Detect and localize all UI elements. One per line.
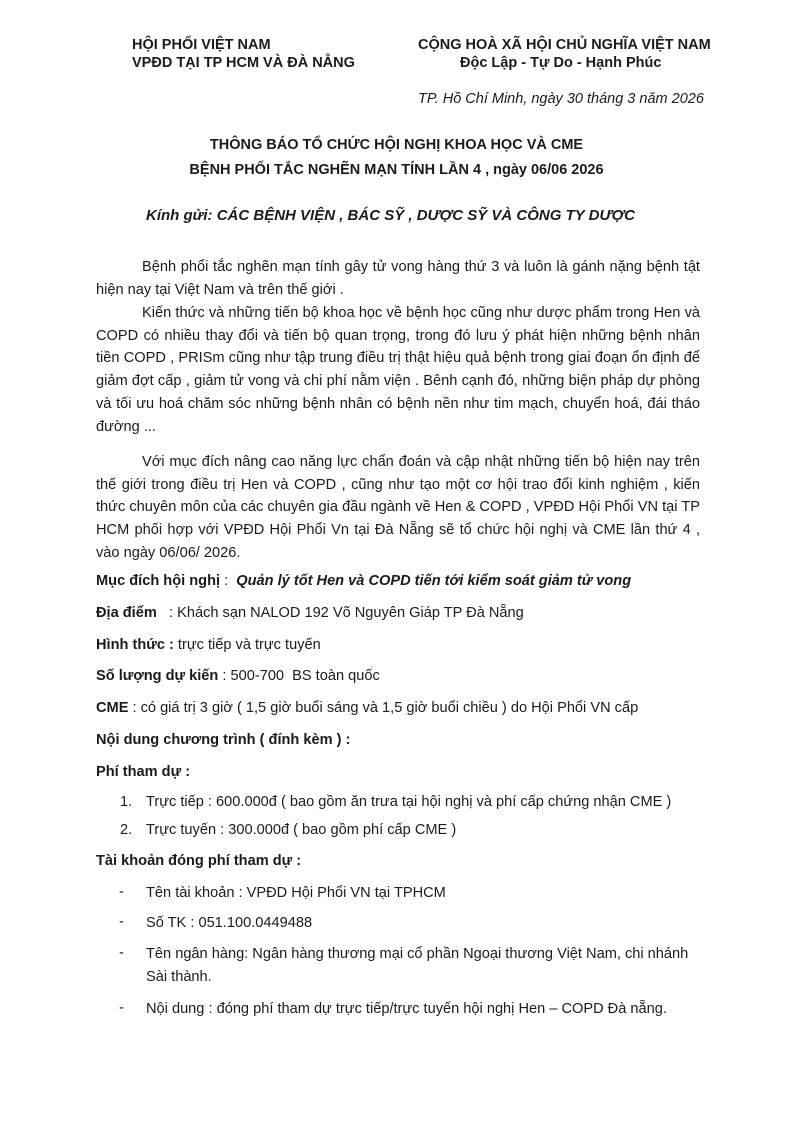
attendance-label: Số lượng dự kiến (96, 668, 219, 684)
cme-value: : có giá trị 3 giờ ( 1,5 giờ buổi sáng và 1,5 giờ buổi chiều ) do Hội Phổi VN cấp (128, 700, 639, 716)
bullet: - (119, 884, 124, 900)
purpose-value: Quản lý tốt Hen và COPD tiến tới kiểm soát giảm tử vong (236, 573, 632, 589)
fee-number: 1. (120, 794, 133, 810)
format-row (96, 637, 321, 653)
account-name: Tên tài khoản : VPĐD Hội Phổi VN tại TPHCM (146, 885, 446, 901)
cme-row (96, 700, 638, 716)
title-line-1: THÔNG BÁO TỔ CHỨC HỘI NGHỊ KHOA HỌC VÀ CME (209, 137, 584, 153)
payment-note: Nội dung : đóng phí tham dự trực tiếp/trực tuyến hội nghị Hen – COPD Đà nẵng. (146, 1001, 667, 1017)
attendance-row (96, 668, 380, 684)
cme-label: CME (96, 700, 129, 716)
paragraph-knowledge (96, 302, 700, 438)
paragraph-text: Bệnh phổi tắc nghẽn mạn tính gây tử vong hàng thứ 3 và luôn là gánh nặng bệnh tật hiện nay tại Việt Nam và trên thế giới . (96, 259, 700, 298)
paragraph-text: Với mục đích nâng cao năng lực chẩn đoán và cập nhật những tiến bộ hiện nay trên thế giới trong điều trị Hen và COPD , cũng như tạo một cơ hội trao đổi kinh nghiệm , kiến thức chuyên môn của các chuyên gia đầu ngành về Hen & COPD , VPĐD Hội Phổi VN tại TP HCM phối hợp với VPĐD Hội Phổi Vn tại Đà Nẵng sẽ tổ chức hội nghị và CME lần thứ 4 , vào ngày 06/06/ 2026. (96, 454, 700, 561)
venue-label: Địa điểm (96, 605, 157, 621)
format-value: trực tiếp và trực tuyến (173, 637, 321, 653)
paragraph-text: Kiến thức và những tiến bộ khoa học về bệnh học cũng như dược phẩm trong Hen và COPD có nhiều thay đổi và tiến bộ quan trọng, trong đó lưu ý phát hiện những bệnh nhân tiền COPD , PRISm cũng như tập trung điều trị thật hiệu quả bệnh trong giai đoạn ổn định để giảm đợt cấp , giảm tử vong và chi phí nằm viện . Bênh cạnh đó, những biện pháp dự phòng và tối ưu hoá chăm sóc những bệnh nhân có bệnh nền như tim mạch, chuyển hoá, đái tháo đường ... (96, 305, 700, 435)
account-label: Tài khoản đóng phí tham dự : (96, 853, 302, 869)
account-row (96, 853, 301, 869)
format-label: Hình thức : (96, 637, 174, 653)
program-row (96, 732, 350, 748)
document-date: TP. Hồ Chí Minh, ngày 30 tháng 3 năm 2026 (418, 91, 704, 107)
bullet: - (119, 1000, 124, 1016)
fee-label: Phí tham dự : (96, 764, 191, 780)
purpose-row (96, 573, 631, 589)
organization-header (132, 36, 355, 72)
venue-row (96, 605, 524, 621)
greeting: Kính gửi: CÁC BỆNH VIỆN , BÁC SỸ , DƯỢC SỸ VÀ CÔNG TY DƯỢC (146, 207, 636, 224)
fee-row (96, 764, 190, 780)
fee-number: 2. (120, 822, 133, 838)
program-label: Nội dung chương trình ( đính kèm ) : (96, 732, 351, 748)
national-motto: Độc Lập - Tự Do - Hạnh Phúc (460, 55, 662, 71)
venue-value: : Khách sạn NALOD 192 Võ Nguyên Giáp TP Đà Nẵng (156, 605, 524, 621)
organization-name: HỘI PHỔI VIỆT NAM (132, 37, 271, 53)
national-header (418, 36, 711, 72)
purpose-label: Mục đích hội nghị (96, 573, 221, 589)
bullet: - (119, 914, 124, 930)
national-title: CỘNG HOÀ XÃ HỘI CHỦ NGHĨA VIỆT NAM (418, 37, 711, 53)
account-number: Số TK : 051.100.0449488 (146, 915, 313, 931)
paragraph-purpose (96, 451, 700, 565)
fee-item-direct: Trực tiếp : 600.000đ ( bao gồm ăn trưa tại hội nghị và phí cấp chứng nhận CME ) (146, 794, 672, 810)
title-line-2: BỆNH PHỔI TẮC NGHẼN MẠN TÍNH LẦN 4 , ngày 06/06 2026 (189, 162, 604, 178)
bank-name: Tên ngân hàng: Ngân hàng thương mại cổ phần Ngoại thương Việt Nam, chi nhánh Sài thành. (146, 946, 689, 985)
organization-branch: VPĐD TẠI TP HCM VÀ ĐÀ NẴNG (132, 55, 355, 71)
document-title (0, 133, 793, 183)
fee-item-online: Trực tuyến : 300.000đ ( bao gồm phí cấp CME ) (146, 822, 457, 838)
attendance-value: : 500-700 BS toàn quốc (218, 668, 380, 684)
purpose-separator: : (220, 573, 237, 589)
bullet: - (119, 945, 124, 961)
paragraph-intro (96, 256, 700, 301)
